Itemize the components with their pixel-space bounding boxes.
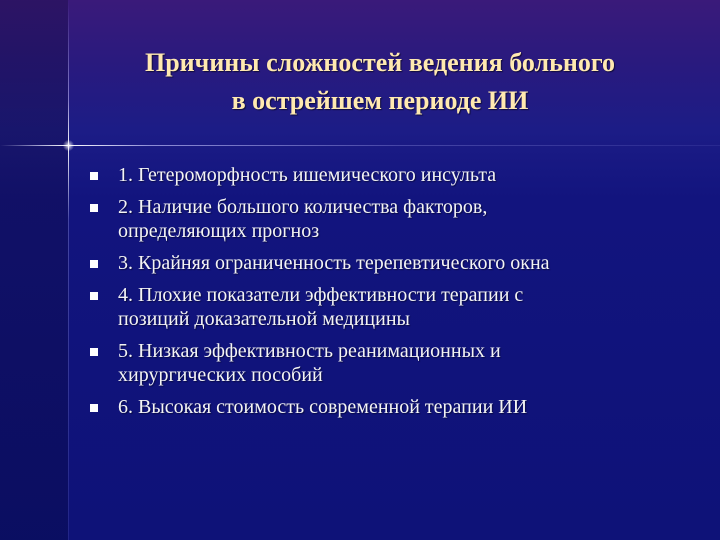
list-item-text: 5. Низкая эффективность реанимационных и — [118, 340, 501, 362]
list-item — [86, 251, 646, 275]
list-item-text: 3. Крайняя ограниченность терепевтического окна — [118, 252, 550, 274]
list-item — [86, 163, 646, 187]
list-item — [86, 339, 646, 387]
vertical-accent-line — [68, 0, 69, 540]
list-item-text: 2. Наличие большого количества факторов, — [118, 196, 488, 218]
list-item-text-continued: позиций доказательной медицины — [118, 308, 410, 330]
square-bullet-icon — [90, 260, 98, 268]
square-bullet-icon — [90, 172, 98, 180]
square-bullet-icon — [90, 292, 98, 300]
bullet-list — [86, 163, 646, 427]
square-bullet-icon — [90, 404, 98, 412]
left-accent-band — [0, 0, 68, 540]
list-item — [86, 283, 646, 331]
list-item — [86, 395, 646, 419]
square-bullet-icon — [90, 204, 98, 212]
list-item-text: 1. Гетероморфность ишемического инсульта — [118, 164, 497, 186]
list-item — [86, 195, 646, 243]
list-item-text: 4. Плохие показатели эффективности терапии с — [118, 284, 524, 306]
list-item-text-continued: хирургических пособий — [118, 364, 323, 386]
square-bullet-icon — [90, 348, 98, 356]
sparkle-icon — [63, 140, 74, 151]
slide-title-line-1: Причины сложностей ведения больного — [145, 48, 615, 77]
slide-title — [70, 44, 690, 120]
horizontal-accent-line — [0, 145, 720, 146]
slide-title-line-2: в острейшем периоде ИИ — [231, 86, 529, 115]
list-item-text-continued: определяющих прогноз — [118, 220, 320, 242]
list-item-text: 6. Высокая стоимость современной терапии ИИ — [118, 396, 528, 418]
